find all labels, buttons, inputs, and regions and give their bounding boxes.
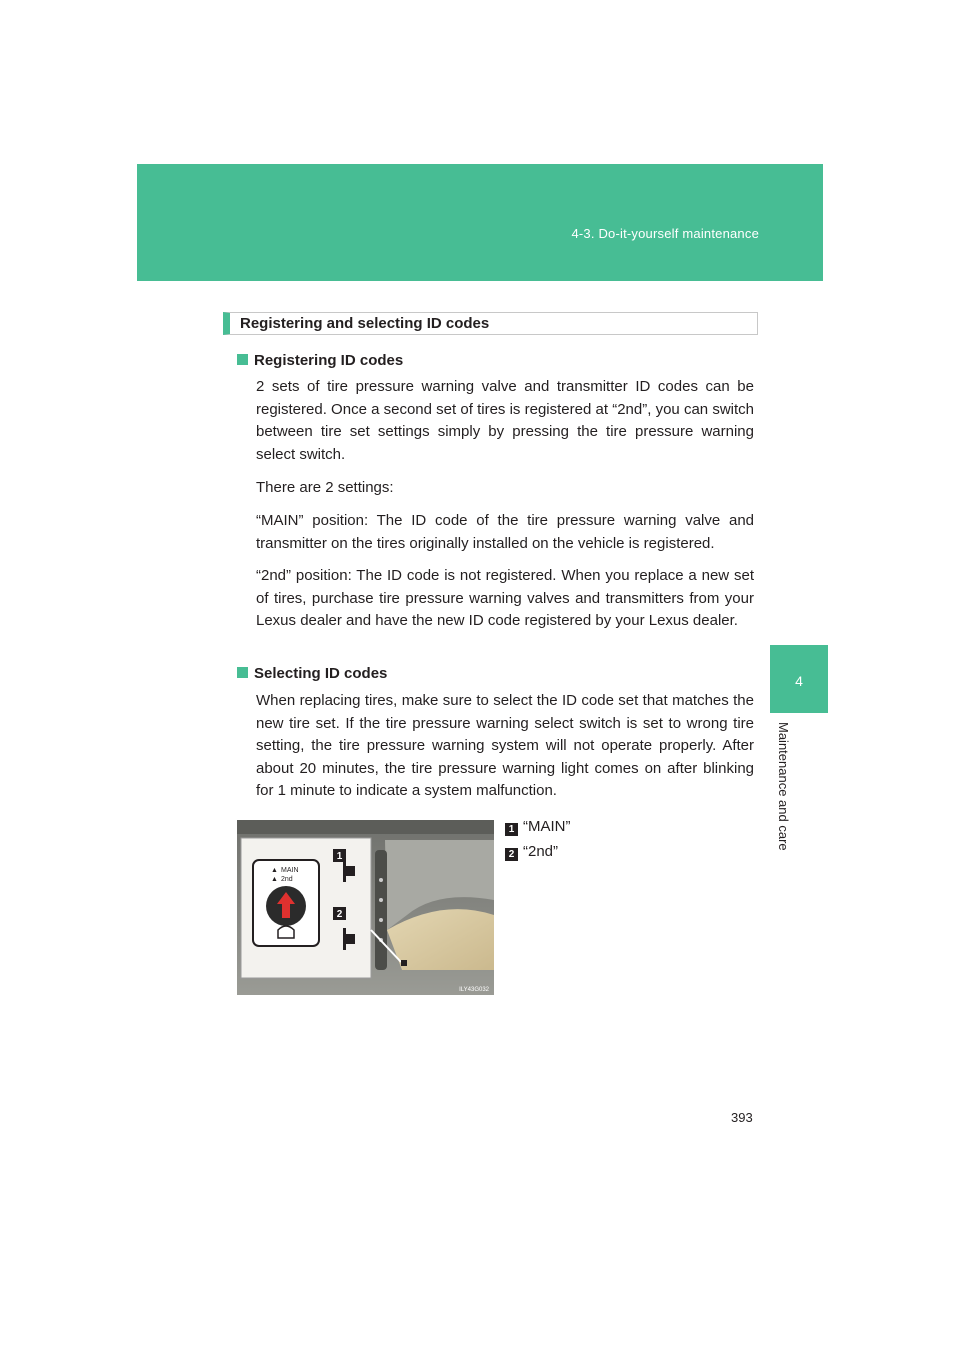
dashboard-illustration: [237, 820, 494, 995]
legend-text: “MAIN”: [523, 818, 571, 835]
paragraph-registering-4: “2nd” position: The ID code is not registered. When you replace a new set of tires, purchase tire pressure warning valves and transmitters from your Lexus dealer and have the new ID code registered by your Lexus dealer.: [256, 567, 754, 630]
legend-badge: 2: [505, 848, 518, 861]
switch-location-figure: [237, 820, 494, 995]
callout-2: 2: [336, 909, 343, 920]
paragraph-registering-3: “MAIN” position: The ID code of the tire pressure warning valve and transmitter on the tires originally installed on the vehicle is registered.: [256, 512, 754, 552]
subheading-registering: [237, 352, 403, 369]
switch-indicator-icon: ▲: [271, 876, 278, 883]
section-header-title: 4-3. Do-it-yourself maintenance: [571, 226, 759, 241]
header-band: [137, 164, 823, 281]
bullet-square-icon: [237, 667, 248, 678]
switch-2nd-label: 2nd: [281, 876, 293, 883]
legend-item-main: [505, 818, 571, 836]
switch-indicator-icon: ▲: [271, 867, 278, 874]
subheading-selecting-text: Selecting ID codes: [254, 665, 388, 682]
callout-1: 1: [336, 851, 343, 862]
page-number: 393: [731, 1110, 753, 1125]
chapter-number: 4: [795, 673, 803, 689]
switch-main-label: MAIN: [281, 867, 299, 874]
section-title-bar: [223, 312, 758, 335]
paragraph-selecting-1: When replacing tires, make sure to select the ID code set that matches the new tire set. If the tire pressure warning select switch is set to wrong tire setting, the tire pressure warning system will not operate properly. After about 20 minutes, the tire pressure warning light comes on after blinking for 1 minute to indicate a system malfunction.: [256, 692, 754, 800]
bullet-square-icon: [237, 354, 248, 365]
legend-text: “2nd”: [523, 843, 559, 860]
subheading-registering-text: Registering ID codes: [254, 352, 404, 369]
section-title: Registering and selecting ID codes: [240, 315, 490, 332]
legend-item-2nd: [505, 843, 558, 861]
paragraph-registering-2: There are 2 settings:: [256, 479, 394, 496]
figure-code: ILY43G032: [459, 987, 489, 993]
chapter-tab: [770, 645, 828, 713]
subheading-selecting: [237, 665, 387, 682]
paragraph-registering-1: 2 sets of tire pressure warning valve and transmitter ID codes can be registered. Once a second set of tires is registered at “2nd”, you can switch between tire set settings simply by pressing the tire pressure warning select switch.: [256, 378, 754, 463]
legend-badge: 1: [505, 823, 518, 836]
chapter-label: Maintenance and care: [776, 722, 791, 851]
